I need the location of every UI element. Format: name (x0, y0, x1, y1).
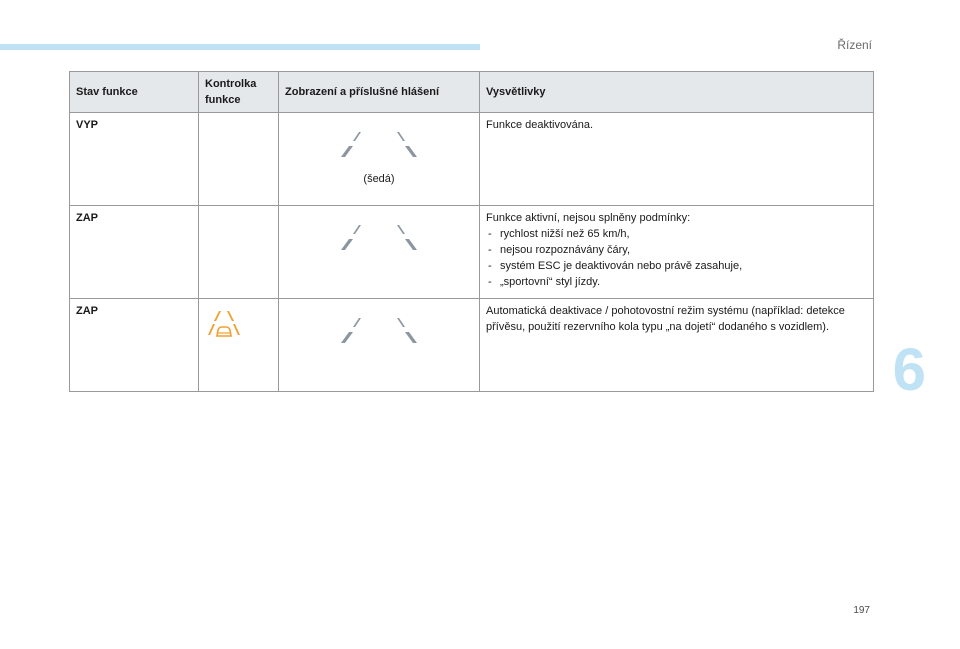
list-item: - systém ESC je deaktivován nebo právě zasahuje, (486, 258, 867, 274)
state-cell: VYP (70, 113, 199, 206)
header-accent-bar (0, 44, 480, 50)
explanation-cell (480, 299, 874, 392)
display-cell (279, 299, 480, 392)
state-cell: ZAP (70, 299, 199, 392)
lamp-cell (199, 113, 279, 206)
explanation-text: Funkce aktivní, nejsou splněny podmínky: (486, 212, 691, 224)
explanation-cell (480, 206, 874, 299)
lane-lines-grey-icon (329, 129, 429, 165)
table-row (70, 113, 874, 206)
explanation-text: Automatická deaktivace / pohotovostní režim systému (například: detekce přívěsu, použití rezervního kola typu „na dojetí“ dodaného s vozidlem). (486, 305, 845, 333)
lane-lines-grey-icon (329, 315, 429, 351)
list-item: - „sportovní“ styl jízdy. (486, 274, 867, 290)
display-cell (279, 206, 480, 299)
table-row (70, 299, 874, 392)
list-item: - rychlost nižší než 65 km/h, (486, 226, 867, 242)
lane-warning-orange-icon (205, 309, 243, 343)
header-display: Zobrazení a příslušné hlášení (279, 72, 480, 113)
explanation-text: Funkce deaktivována. (486, 119, 594, 131)
lamp-cell (199, 206, 279, 299)
chapter-number: 6 (892, 336, 926, 403)
lamp-cell (199, 299, 279, 392)
page-number: 197 (853, 605, 870, 616)
display-caption: (šedá) (363, 173, 395, 185)
function-status-table (69, 71, 874, 392)
lane-lines-grey-icon (329, 222, 429, 258)
list-item: - nejsou rozpoznávány čáry, (486, 242, 867, 258)
table-header-row (70, 72, 874, 113)
header-state: Stav funkce (70, 72, 199, 113)
section-title: Řízení (837, 38, 872, 52)
explanation-cell (480, 113, 874, 206)
explanation-list (486, 226, 867, 290)
table-row (70, 206, 874, 299)
header-explanation: Vysvětlivky (480, 72, 874, 113)
state-cell: ZAP (70, 206, 199, 299)
display-cell (279, 113, 480, 206)
header-lamp: Kontrolka funkce (199, 72, 279, 113)
